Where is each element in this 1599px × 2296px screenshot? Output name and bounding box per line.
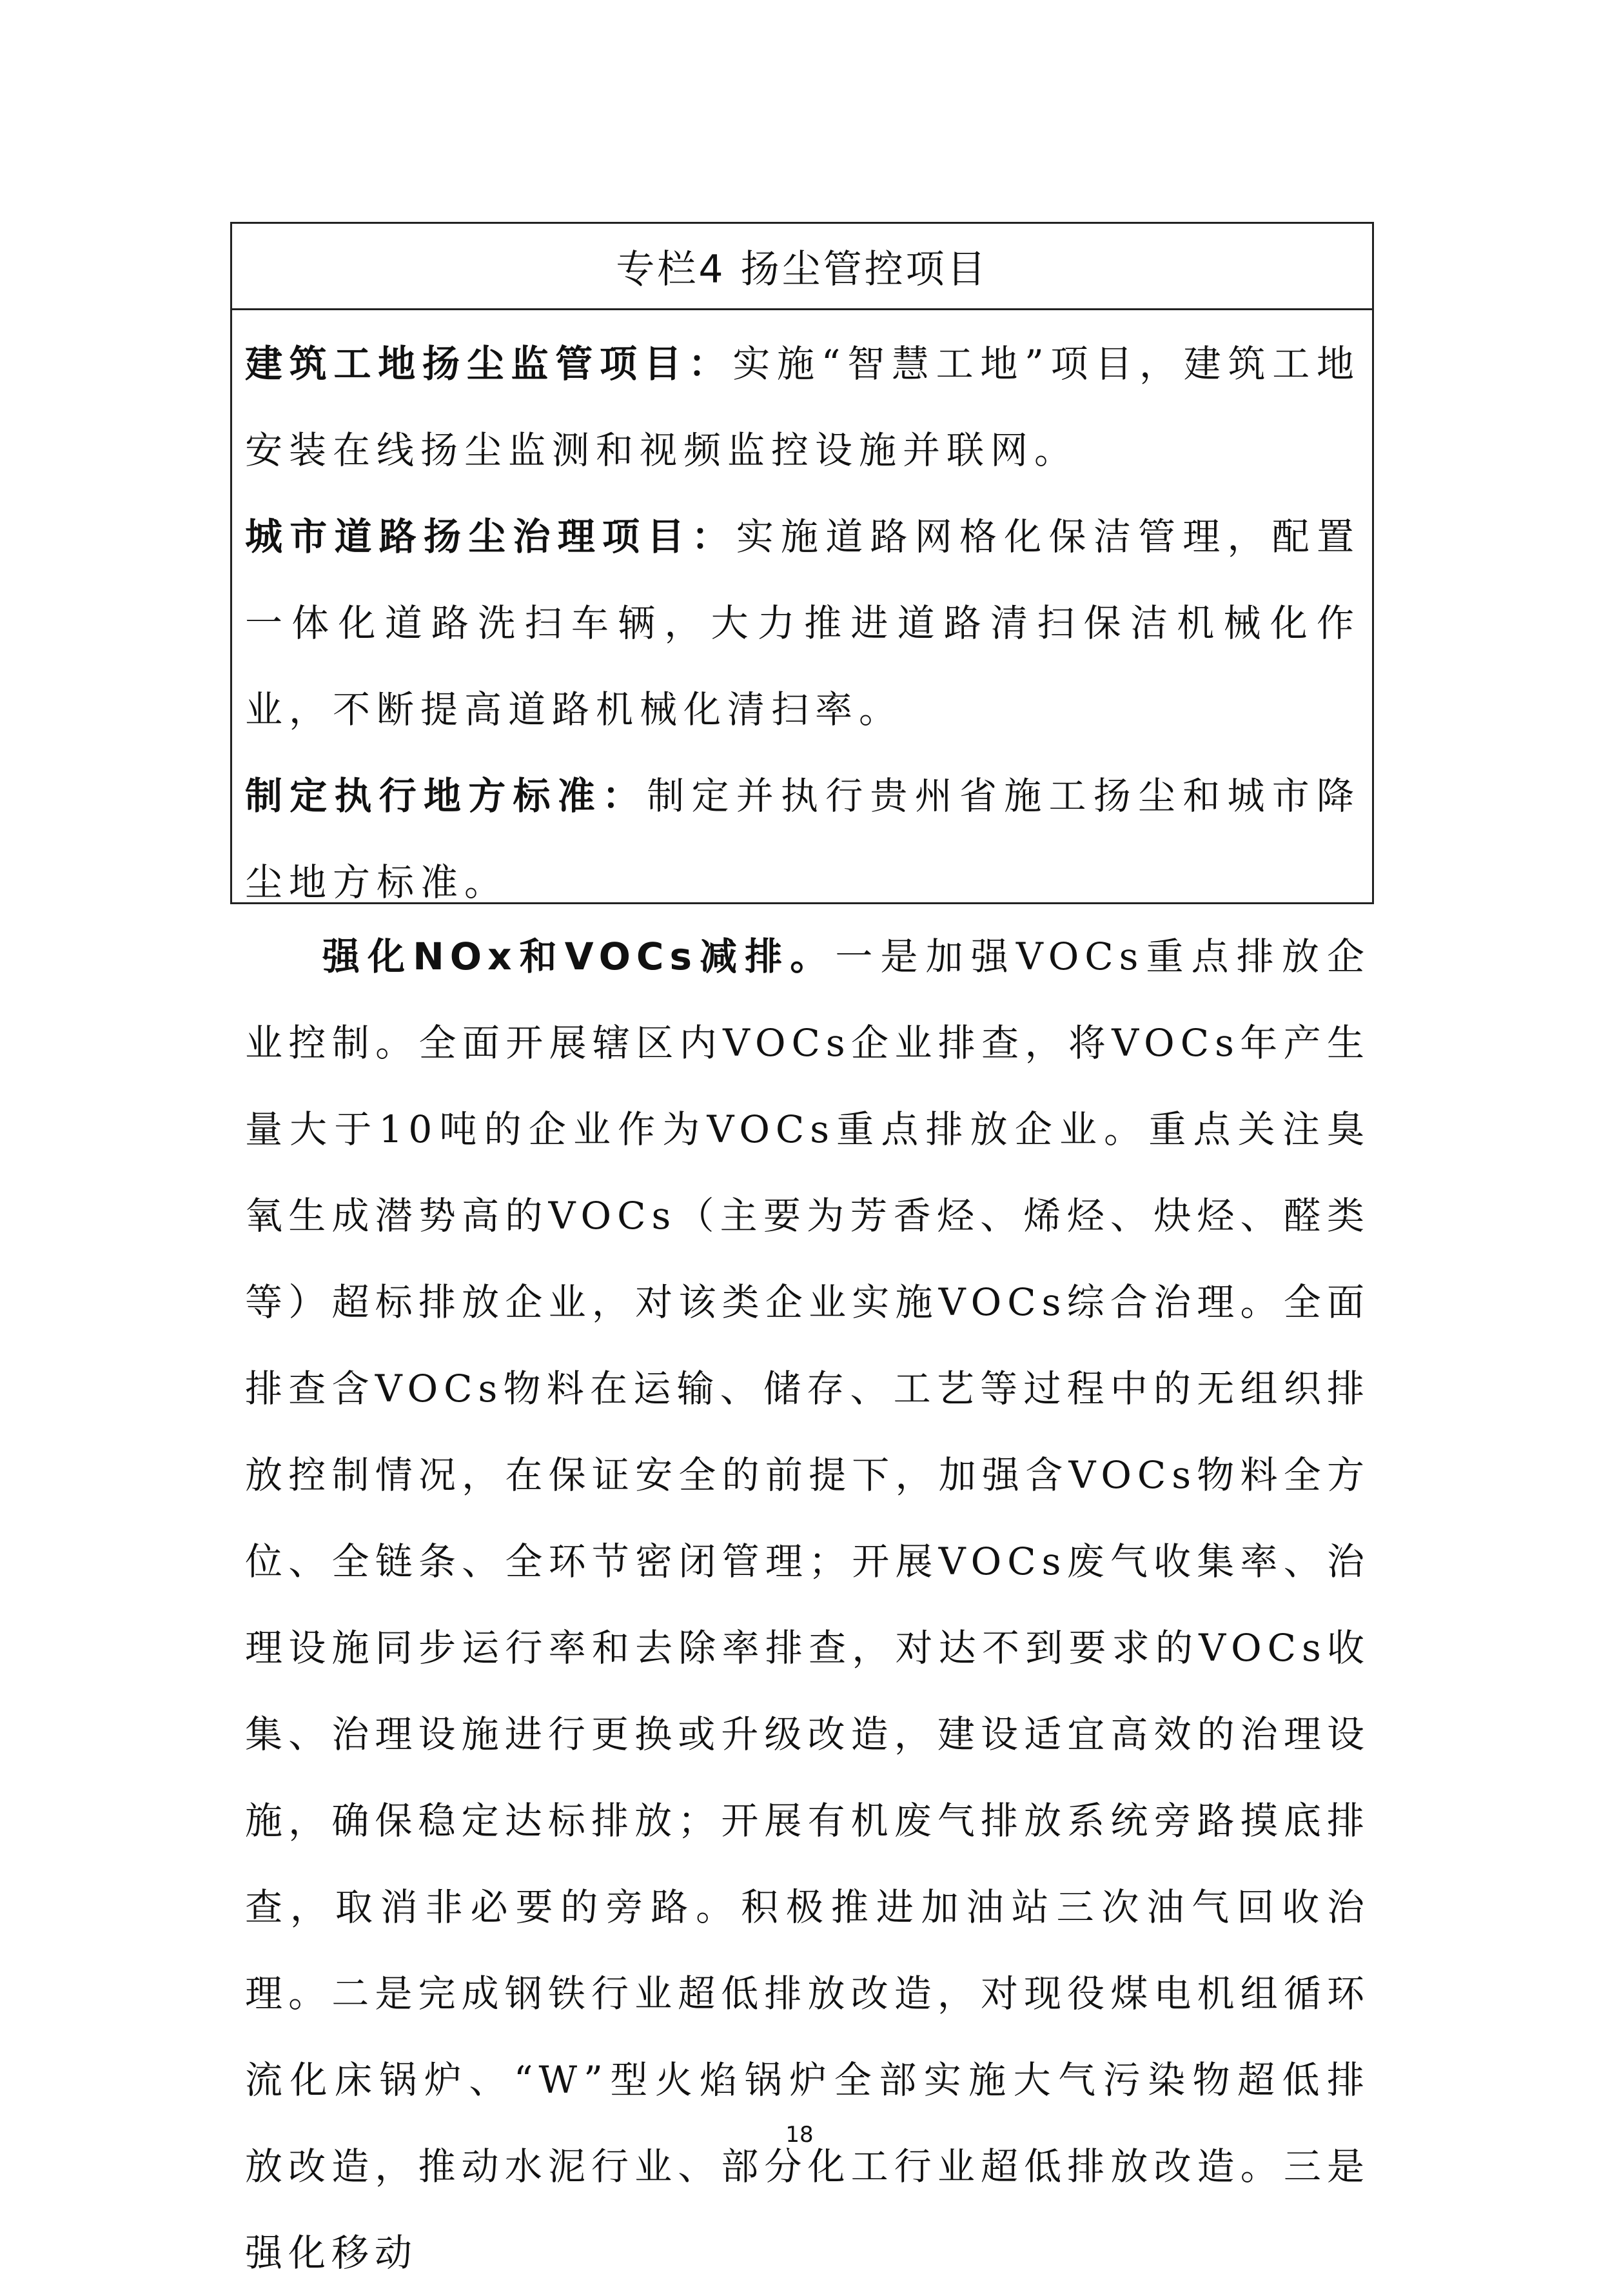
box-body	[245, 321, 1360, 925]
project-box	[230, 222, 1374, 904]
box-item-text: 实施道路网格化保洁管理，配置一体化道路洗扫车辆，大力推进道路清扫保洁机械化作业，不断提高道路机械化清扫率。	[245, 515, 1360, 731]
box-item-heading: 建筑工地扬尘监管项目：	[245, 342, 733, 386]
box-item-heading: 制定执行地方标准：	[245, 774, 647, 818]
box-item-road	[245, 493, 1360, 753]
paragraph-text: 一是加强VOCs重点排放企业控制。全面开展辖区内VOCs企业排查，将VOCs年产生量大于10吨的企业作为VOCs重点排放企业。重点关注臭氧生成潜势高的VOCs（主要为芳香烃、烯烃、炔烃、醛类等）超标排放企业，对该类企业实施VOCs综合治理。全面排查含VOCs物料在运输、储存、工艺等过程中的无组织排放控制情况，在保证安全的前提下，加强含VOCs物料全方位、全链条、全环节密闭管理；开展VOCs废气收集率、治理设施同步运行率和去除率排查，对达不到要求的VOCs收集、治理设施进行更换或升级改造，建设适宜高效的治理设施，确保稳定达标排放；开展有机废气排放系统旁路摸底排查，取消非必要的旁路。积极推进加油站三次油气回收治理。二是完成钢铁行业超低排放改造，对现役煤电机组循环流化床锅炉、“W”型火焰锅炉全部实施大气污染物超低排放改造，推动水泥行业、部分化工行业超低排放改造。三是强化移动	[245, 935, 1370, 2275]
box-item-construction	[245, 321, 1360, 493]
page-number: 18	[785, 2122, 814, 2148]
box-item-text: 实施“智慧工地”项目，建筑工地安装在线扬尘监测和视频监控设施并联网。	[245, 342, 1360, 472]
paragraph-heading: 强化NOx和VOCs减排。	[322, 935, 836, 978]
body-paragraph	[245, 913, 1370, 2296]
box-item-heading: 城市道路扬尘治理项目：	[245, 515, 736, 559]
box-title: 专栏4 扬尘管控项目	[232, 224, 1372, 310]
box-item-standard	[245, 753, 1360, 925]
box-item-text: 制定并执行贵州省施工扬尘和城市降尘地方标准。	[245, 774, 1360, 904]
